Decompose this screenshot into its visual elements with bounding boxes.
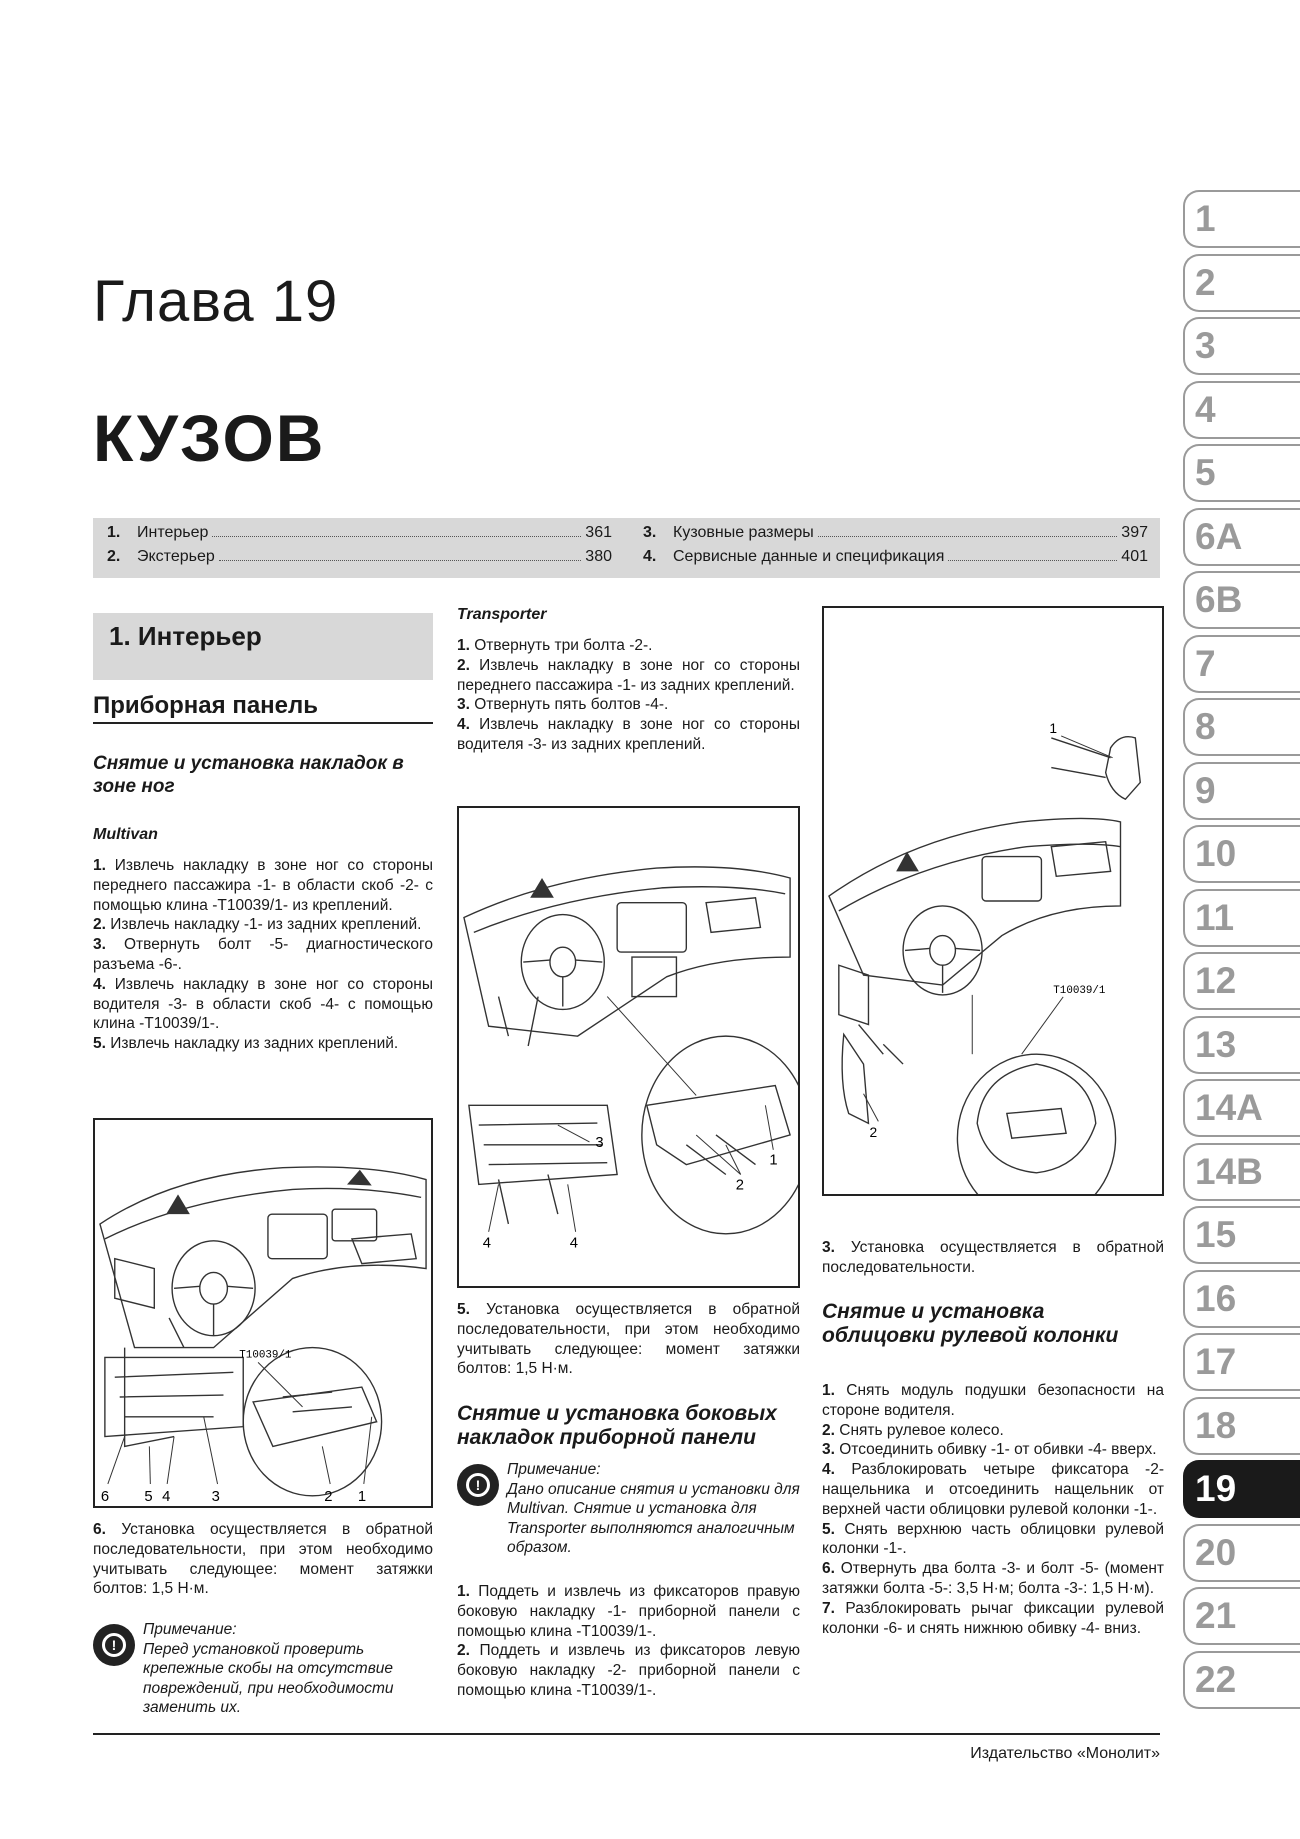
- chapter-tab-5[interactable]: 5: [1183, 444, 1300, 502]
- figure-side-trim: [822, 606, 1164, 1196]
- procedure-heading: Снятие и установка облицовки рулевой колонки: [822, 1300, 1119, 1347]
- step: 7. Разблокировать рычаг фиксации рулевой колонки -6- и снять нижнюю обивку -4- вниз.: [822, 1599, 1164, 1637]
- step: 4. Извлечь накладку в зоне ног со стороны водителя -3- из задних креплений.: [457, 716, 800, 753]
- toc-page: 361: [585, 524, 612, 541]
- subsection-heading: Приборная панель: [93, 692, 433, 724]
- chapter-tab-14B[interactable]: 14B: [1183, 1143, 1300, 1201]
- callout-label: 2: [324, 1488, 333, 1505]
- step: 2. Извлечь накладку в зоне ног со стороны переднего пассажира -1- из задних креплений.: [457, 656, 800, 694]
- steps-list: [822, 1381, 1164, 1638]
- note-icon: !: [93, 1624, 135, 1666]
- step: 3. Отвернуть пять болтов -4-.: [457, 696, 669, 714]
- step: 3. Отсоединить обивку -1- от обивки -4- вверх.: [822, 1441, 1157, 1459]
- chapter-tab-14A[interactable]: 14A: [1183, 1079, 1300, 1137]
- dashboard-illustration: [824, 608, 1162, 1194]
- callout-label: 2: [869, 1124, 878, 1141]
- chapter-tab-9[interactable]: 9: [1183, 762, 1300, 820]
- tool-label: T10039/1: [239, 1349, 292, 1362]
- toc-entry[interactable]: 2. Экстерьер 380: [107, 548, 612, 565]
- callout-label: 3: [595, 1134, 604, 1151]
- chapter-tab-3[interactable]: 3: [1183, 317, 1300, 375]
- callout-label: 1: [1049, 719, 1058, 736]
- footer-divider: [93, 1733, 1160, 1735]
- toc-entry[interactable]: 4. Сервисные данные и спецификация 401: [643, 548, 1148, 565]
- toc-entry[interactable]: 3. Кузовные размеры 397: [643, 524, 1148, 541]
- dashboard-illustration: [459, 808, 798, 1286]
- variant-label: Multivan: [93, 826, 158, 843]
- publisher-label: Издательство «Монолит»: [970, 1745, 1160, 1762]
- step: 3. Отвернуть болт -5- диагностического разъема -6-.: [93, 936, 433, 973]
- callout-label: 4: [162, 1488, 171, 1505]
- toc-label: Экстерьер: [137, 548, 215, 565]
- steps-list: [457, 1582, 800, 1701]
- note-box: [93, 1620, 433, 1718]
- callout-label: 4: [482, 1235, 491, 1252]
- section-heading: 1. Интерьер: [93, 613, 433, 680]
- chapter-tab-17[interactable]: 17: [1183, 1333, 1300, 1391]
- note-text: Дано описание снятия и установки для Multivan. Снятие и установка для Transporter выполняются аналогичным образом.: [507, 1480, 800, 1556]
- procedure-heading: Снятие и установка накладок в зоне ног: [93, 753, 404, 797]
- callout-label: 1: [357, 1488, 367, 1505]
- toc-page: 380: [585, 548, 612, 565]
- note-title: Примечание:: [507, 1461, 601, 1478]
- step: 1. Отвернуть три болта -2-.: [457, 637, 653, 654]
- callout-label: 4: [569, 1235, 578, 1252]
- toc-label: Кузовные размеры: [673, 524, 814, 541]
- note-text: Перед установкой проверить крепежные скобы на отсутствие повреждений, при необходимости заменить их.: [143, 1640, 394, 1716]
- step: 4. Извлечь накладку в зоне ног со стороны водителя -3- в области скоб -4- с помощью клина -T10039/1-.: [93, 975, 433, 1033]
- callout-label: 2: [735, 1177, 744, 1194]
- page-title: КУЗОВ: [93, 401, 326, 475]
- chapter-tab-19[interactable]: 19: [1183, 1460, 1300, 1518]
- steps-list: [93, 856, 433, 1054]
- chapter-tab-20[interactable]: 20: [1183, 1524, 1300, 1582]
- chapter-tab-11[interactable]: 11: [1183, 889, 1300, 947]
- step: 5. Снять верхнюю часть облицовки рулевой колонки -1-.: [822, 1520, 1164, 1558]
- chapter-tab-4[interactable]: 4: [1183, 381, 1300, 439]
- steps-list: [457, 636, 800, 755]
- chapter-tab-6A[interactable]: 6A: [1183, 508, 1300, 566]
- step: 4. Разблокировать четыре фиксатора -2- нащельника и отсоединить нащельник от верхней части облицовки рулевой колонки -1-.: [822, 1461, 1164, 1518]
- chapter-tab-6B[interactable]: 6B: [1183, 571, 1300, 629]
- step: 1. Снять модуль подушки безопасности на стороне водителя.: [822, 1382, 1164, 1419]
- figure-transporter-footwell: [457, 806, 800, 1288]
- step: 1. Извлечь накладку в зоне ног со стороны переднего пассажира -1- в области скоб -2- с помощью клина -T10039/1- из креплений.: [93, 857, 433, 914]
- chapter-tab-12[interactable]: 12: [1183, 952, 1300, 1010]
- note-icon: !: [457, 1464, 499, 1506]
- callout-label: 5: [144, 1488, 153, 1505]
- toc-page: 397: [1121, 524, 1148, 541]
- dashboard-illustration: [95, 1120, 431, 1506]
- step: 3. Установка осуществляется в обратной последовательности.: [822, 1239, 1164, 1276]
- chapter-tab-2[interactable]: 2: [1183, 254, 1300, 312]
- step: 2. Снять рулевое колесо.: [822, 1421, 1004, 1439]
- toc-entry[interactable]: 1. Интерьер 361: [107, 524, 612, 541]
- procedure-heading: Снятие и установка боковых накладок приборной панели: [457, 1402, 777, 1449]
- chapter-tab-22[interactable]: 22: [1183, 1651, 1300, 1709]
- callout-label: 1: [769, 1152, 778, 1169]
- chapter-tab-21[interactable]: 21: [1183, 1587, 1300, 1645]
- chapter-tab-18[interactable]: 18: [1183, 1397, 1300, 1455]
- toc-label: Сервисные данные и спецификация: [673, 548, 945, 565]
- chapter-tab-1[interactable]: 1: [1183, 190, 1300, 248]
- figure-multivan-footwell: [93, 1118, 433, 1508]
- chapter-tab-16[interactable]: 16: [1183, 1270, 1300, 1328]
- step: 5. Извлечь накладку из задних креплений.: [93, 1035, 399, 1053]
- variant-label: Transporter: [457, 606, 547, 623]
- callout-label: 6: [100, 1488, 110, 1505]
- chapter-tab-7[interactable]: 7: [1183, 635, 1300, 693]
- toc-page: 401: [1121, 548, 1148, 565]
- tool-label: T10039/1: [1053, 984, 1106, 997]
- note-box: [457, 1460, 800, 1558]
- chapter-tab-8[interactable]: 8: [1183, 698, 1300, 756]
- chapter-tab-13[interactable]: 13: [1183, 1016, 1300, 1074]
- chapter-label: Глава 19: [93, 269, 339, 334]
- chapter-toc: [93, 518, 1160, 578]
- chapter-tab-10[interactable]: 10: [1183, 825, 1300, 883]
- step: 5. Установка осуществляется в обратной последовательности, при этом необходимо учитывать следующее: момент затяжки болтов: 1,5 Н·м.: [457, 1301, 800, 1378]
- step: 6. Установка осуществляется в обратной последовательности, при этом необходимо учитывать следующее: момент затяжки болтов: 1,5 Н·м.: [93, 1521, 433, 1598]
- toc-label: Интерьер: [137, 524, 209, 541]
- callout-label: 3: [211, 1488, 220, 1505]
- step: 2. Поддеть и извлечь из фиксаторов левую боковую накладку -2- приборной панели с помощью клина -T10039/1-.: [457, 1642, 800, 1699]
- step: 1. Поддеть и извлечь из фиксаторов правую боковую накладку -1- приборной панели с помощью клина -T10039/1-.: [457, 1583, 800, 1640]
- step: 6. Отвернуть два болта -3- и болт -5- (момент затяжки болта -5-: 3,5 Н·м; болта -3-: 1,5 Н·м).: [822, 1560, 1165, 1597]
- note-title: Примечание:: [143, 1621, 237, 1638]
- chapter-tab-15[interactable]: 15: [1183, 1206, 1300, 1264]
- step: 2. Извлечь накладку -1- из задних креплений.: [93, 916, 422, 934]
